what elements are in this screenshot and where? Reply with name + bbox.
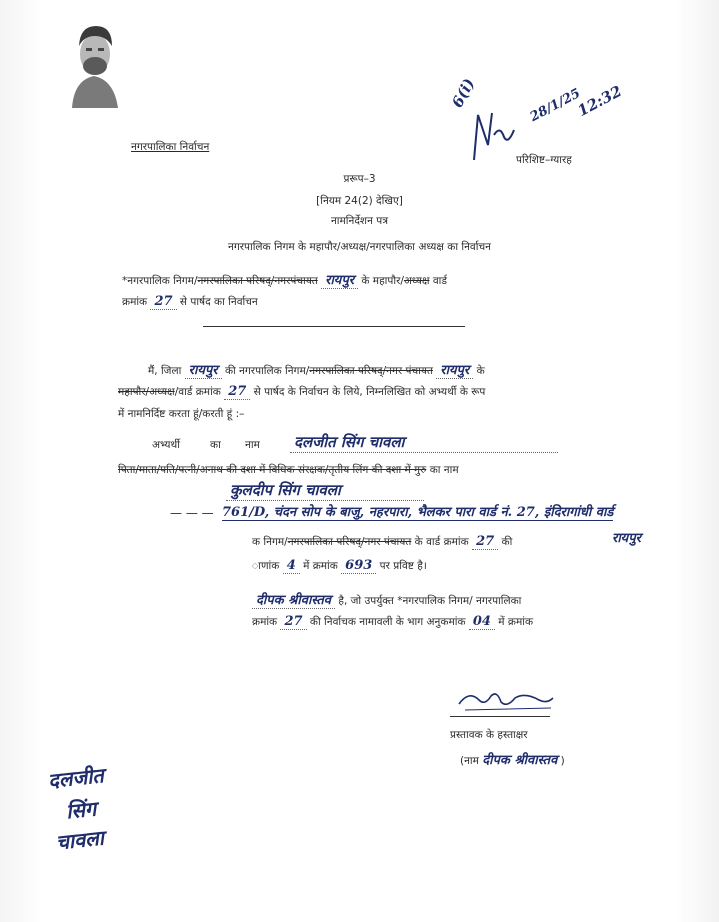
header-text: *नगरपालिक निगम/: [122, 275, 198, 287]
appendix-label: परिशिष्ट–ग्यारह: [516, 154, 572, 166]
corner-note-ref: 6(i): [448, 75, 479, 111]
candidate-photo: [62, 8, 126, 108]
candidate-name-field: दलजीत सिंग चावला: [290, 432, 558, 453]
candidate-label-a: अभ्यर्थी: [152, 439, 180, 451]
decl-text: से पार्षद के निर्वाचन के लिये, निम्नलिखित को अभ्यर्थी के रूप: [253, 386, 486, 398]
declaration-line1: [148, 360, 485, 378]
ward-field: 27: [150, 294, 176, 310]
roll-text: में क्रमांक: [303, 560, 338, 572]
father-label-tail: का नाम: [429, 464, 459, 476]
roll-ward-field-2: 27: [280, 614, 306, 630]
proposer-name-row: [460, 750, 565, 768]
name-prefix: (नाम: [460, 755, 479, 767]
address-field: 761/D, चंदन सोप के बाजु, नहरपारा, भैलकर पारा वार्ड नं. 27, इंदिरागांधी वार्ड: [222, 502, 613, 521]
ward-field: 27: [224, 384, 250, 400]
rule-reference: [नियम 24(2) देखिए]: [316, 195, 403, 207]
struck-text: पिता/माता/पति/पत्नी/अनाथ की दशा में विधिक संरक्षक/तृतीय लिंग की दशा में गुरु: [118, 464, 427, 476]
corner-note-time: 12:32: [574, 81, 625, 121]
proposer-name-field: दीपक श्रीवास्तव: [252, 593, 335, 609]
district-field: रायपुर: [185, 363, 222, 379]
divider: [203, 326, 465, 327]
city-field: रायपुर: [321, 273, 358, 289]
document-subtitle: नगरपालिक निगम के महापौर/अध्यक्ष/नगरपालिका अध्यक्ष का निर्वाचन: [228, 241, 491, 253]
roll-line2: [252, 558, 427, 573]
roll-text: क्रमांक: [252, 616, 278, 628]
decl-text: के: [476, 365, 485, 377]
roll-text: ाणांक: [252, 560, 280, 572]
header-text: के महापौर/: [361, 275, 404, 287]
roll-line1: [252, 534, 512, 549]
document-title: नामनिर्देशन पत्र: [330, 215, 388, 227]
body-name-field: रायपुर: [436, 363, 473, 379]
corner-note-date: 28/1/25: [527, 86, 584, 125]
father-name-field: कुलदीप सिंग चावला: [226, 480, 424, 501]
struck-text: महापौर/अध्यक्ष: [118, 386, 175, 398]
address-city-field: रायपुर: [612, 531, 641, 546]
header-text: क्रमांक: [122, 296, 148, 308]
struck-text: नगरपालिका परिषद्/नगर पंचायत: [287, 536, 412, 548]
form-number: प्ररूप–3: [343, 173, 376, 185]
header-text: से पार्षद का निर्वाचन: [179, 296, 258, 308]
father-name-label: [118, 463, 459, 477]
roll-text: के वार्ड क्रमांक: [414, 536, 469, 548]
struck-text: नगरपालिका परिषद्/नगरपंचायत: [197, 275, 318, 287]
candidate-label-c: नाम: [245, 439, 260, 451]
struck-text: अध्यक्ष: [403, 275, 430, 287]
candidate-signature-line3: चावला: [54, 825, 105, 855]
header-para-line2: [122, 294, 258, 309]
decl-text: /वार्ड क्रमांक: [174, 386, 221, 398]
roll-part-field: 4: [283, 558, 300, 574]
candidate-signature-line2: सिंग: [64, 796, 98, 824]
roll-line4: [252, 614, 533, 629]
roll-text: में क्रमांक: [498, 616, 534, 628]
decl-text: की नगरपालिक निगम/: [224, 365, 310, 377]
declaration-line3: में नामनिर्दिष्ट करता हूं/करती हूं :–: [118, 408, 245, 420]
decl-text: मैं, जिला: [148, 365, 182, 377]
roll-text: क निगम/: [252, 536, 288, 548]
candidate-label-b: का: [210, 439, 221, 451]
roll-text: है, जो उपर्युक्त *नगरपालिक निगम/ नगरपालिका: [338, 595, 522, 607]
declaration-line2: [118, 384, 485, 399]
proposer-signature-label: प्रस्तावक के हस्ताक्षर: [450, 729, 528, 741]
proposer-name-handwritten: दीपक श्रीवास्तव: [482, 753, 558, 768]
proposer-signature: [455, 686, 555, 714]
signature-line: [450, 716, 550, 717]
roll-ward-field: 27: [472, 534, 498, 550]
struck-text: नगरपालिका परिषद्/नगर पंचायत: [309, 365, 433, 377]
header-text: वार्ड: [432, 275, 448, 287]
name-suffix: ): [560, 755, 565, 767]
roll-line3: [252, 590, 521, 608]
header-para-line1: [122, 270, 447, 288]
roll-text: पर प्रविष्ट है।: [379, 560, 427, 572]
roll-text: की: [501, 536, 513, 548]
roll-part-field-2: 04: [469, 614, 495, 630]
roll-text: की निर्वाचक नामावली के भाग अनुकमांक: [309, 616, 466, 628]
section-label: नगरपालिका निर्वाचन: [131, 141, 210, 153]
address-dashes: — — —: [170, 506, 214, 520]
candidate-signature-line1: दलजीत: [46, 763, 105, 793]
roll-serial-field: 693: [341, 558, 376, 574]
